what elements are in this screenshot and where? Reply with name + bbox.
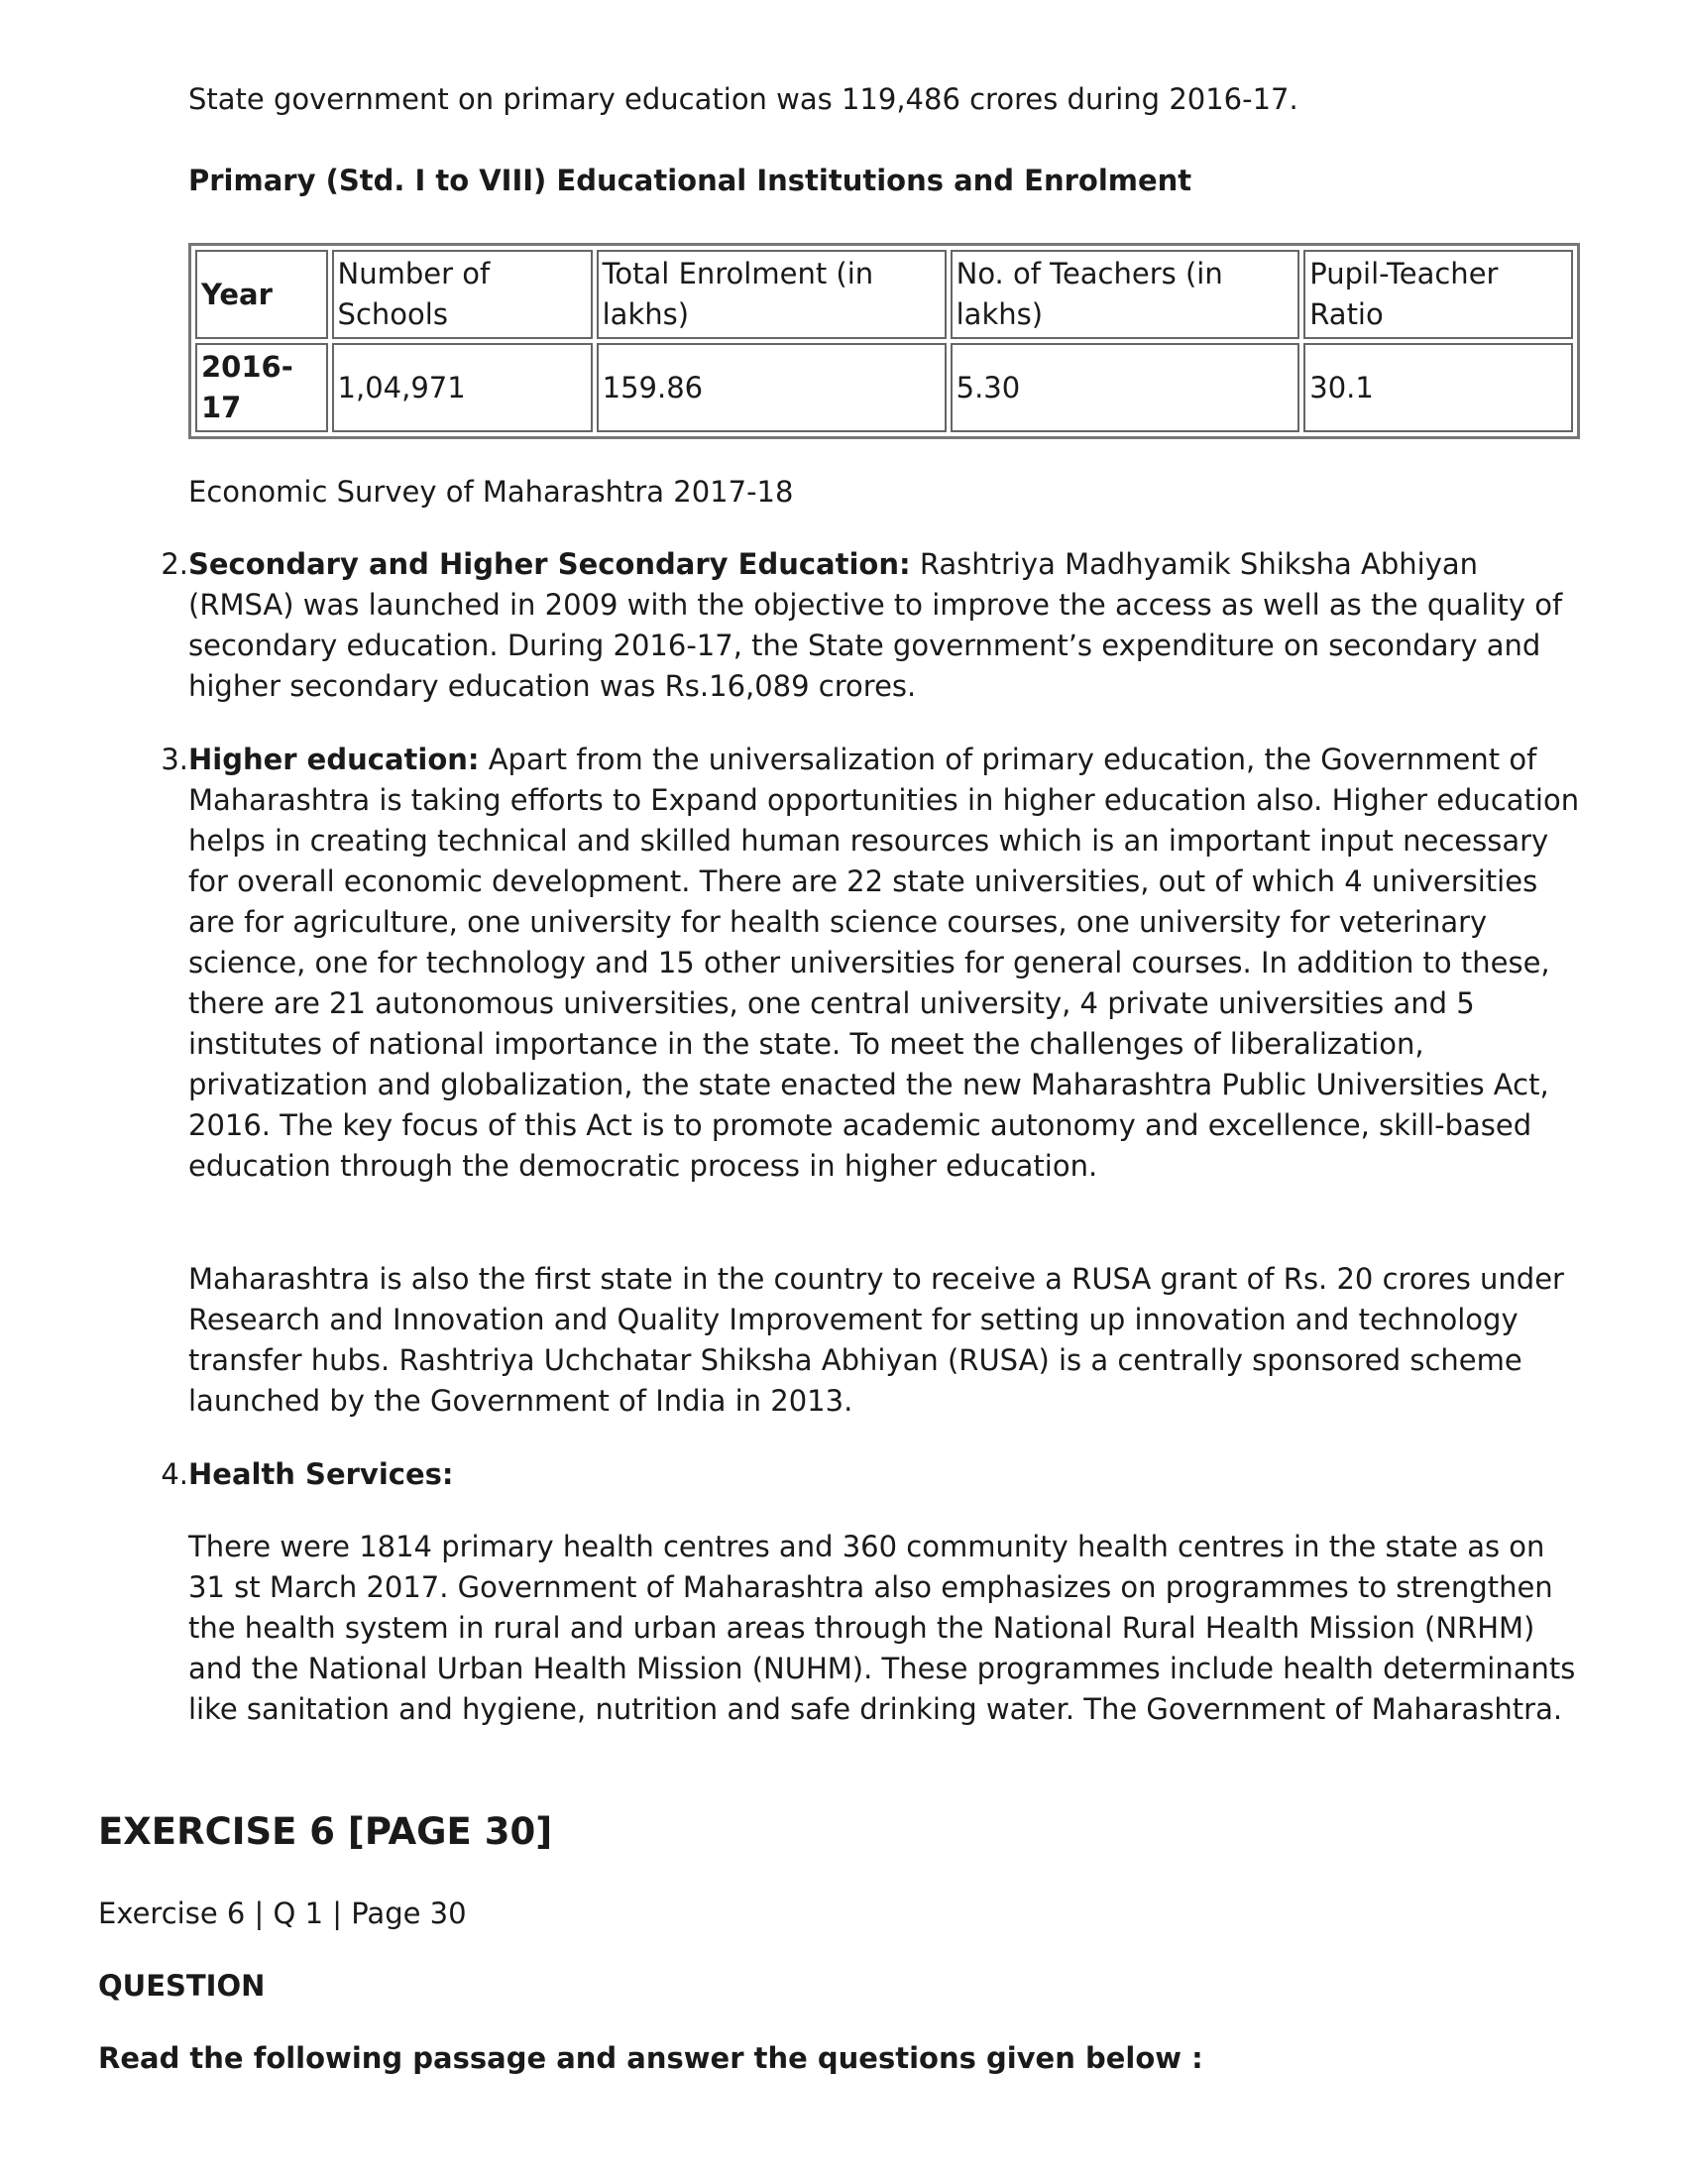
cell-teachers: 5.30 [951,343,1300,432]
list-number: 2. [161,547,188,581]
header-schools: Number of Schools [332,250,593,339]
rusa-paragraph: Maharashtra is also the first state in the country to receive a RUSA grant of Rs. 20 crores under Research and Innovation and Quality Improvement for setting up innovation and technology transfer hubs. Rashtriya Uchchatar Shiksha Abhiyan (RUSA) is a centrally sponsored scheme launched by the Government of India in 2013. [188,1262,1564,1418]
cell-ratio: 30.1 [1303,343,1573,432]
cell-year: 2016-17 [195,343,328,432]
question-label: QUESTION [98,1969,266,2003]
exercise-heading: EXERCISE 6 [PAGE 30] [98,1810,553,1853]
intro-line: State government on primary education was 119,486 crores during 2016-17. [188,82,1298,116]
list-item-title: Secondary and Higher Secondary Education: [188,547,911,581]
table-row [195,343,1573,432]
cell-enrolment: 159.86 [597,343,947,432]
header-ratio: Pupil-Teacher Ratio [1303,250,1573,339]
header-enrolment: Total Enrolment (in lakhs) [597,250,947,339]
exercise-reference: Exercise 6 | Q 1 | Page 30 [98,1897,467,1930]
enrolment-table [188,243,1580,439]
list-item-text [188,544,1586,707]
health-paragraph: There were 1814 primary health centres and 360 community health centres in the state as on 31 st March 2017. Government of Maharashtra also emphasizes on programmes to strengthen the health system in rural and urban areas through the National Rural Health Mission (NRHM) and the National Urban Health Mission (NUHM). These programmes include health determinants like sanitation and hygiene, nutrition and safe drinking water. The Government of Maharashtra. [188,1530,1576,1726]
list-item-text [188,740,1586,1187]
list-item-title: Health Services: [188,1457,454,1491]
list-item-body: Rashtriya Madhyamik Shiksha Abhiyan (RMSA) was launched in 2009 with the objective to improve the access as well as the quality of secondary education. During 2016-17, the State government’s expenditure on secondary and higher secondary education was Rs.16,089 crores. [188,547,1563,703]
table-title: Primary (Std. I to VIII) Educational Institutions and Enrolment [188,164,1192,197]
source-line: Economic Survey of Maharashtra 2017-18 [188,475,794,509]
list-number: 3. [161,743,188,776]
list-item-body: Apart from the universalization of primary education, the Government of Maharashtra is taking efforts to Expand opportunities in higher education also. Higher education helps in creating technical and skilled human resources which is an important input necessary for overall economic development. There are 22 state universities, out of which 4 universities are for agriculture, one university for health science courses, one university for veterinary science, one for technology and 15 other universities for general courses. In addition to these, there are 21 autonomous universities, one central university, 4 private universities and 5 institutes of national importance in the state. To meet the challenges of liberalization, privatization and globalization, the state enacted the new Maharashtra Public Universities Act, 2016. The key focus of this Act is to promote academic autonomy and excellence, skill-based education through the democratic process in higher education. [188,743,1580,1183]
header-year: Year [195,250,328,339]
cell-schools: 1,04,971 [332,343,593,432]
list-item-title: Higher education: [188,743,480,776]
list-number: 4. [161,1457,188,1491]
question-instruction: Read the following passage and answer the questions given below : [98,2041,1203,2075]
header-teachers: No. of Teachers (in lakhs) [951,250,1300,339]
table-header-row [195,250,1573,339]
